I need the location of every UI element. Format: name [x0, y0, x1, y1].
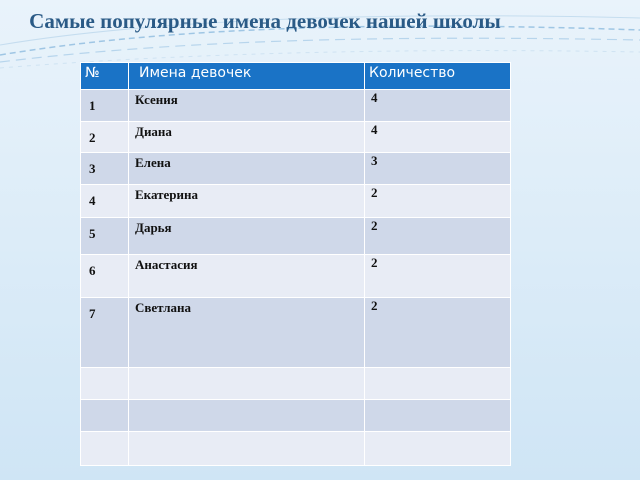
header-name: Имена девочек	[129, 63, 365, 90]
row-name: Елена	[129, 153, 365, 185]
table-row	[81, 122, 511, 153]
table-row	[81, 218, 511, 255]
row-name: Анастасия	[129, 255, 365, 298]
row-count	[365, 368, 511, 400]
table-row	[81, 185, 511, 218]
header-number: №	[81, 63, 129, 90]
row-count	[365, 432, 511, 466]
row-name	[129, 432, 365, 466]
table-header-row	[81, 63, 511, 90]
row-number: 1	[81, 90, 129, 122]
row-number: 7	[81, 298, 129, 368]
row-number: 2	[81, 122, 129, 153]
row-number	[81, 400, 129, 432]
row-count: 2	[365, 255, 511, 298]
table-row	[81, 90, 511, 122]
row-name: Екатерина	[129, 185, 365, 218]
row-name: Дарья	[129, 218, 365, 255]
popular-names-table	[80, 62, 511, 466]
row-number: 4	[81, 185, 129, 218]
row-count: 4	[365, 90, 511, 122]
row-count: 3	[365, 153, 511, 185]
row-number: 5	[81, 218, 129, 255]
row-count	[365, 400, 511, 432]
row-name	[129, 400, 365, 432]
header-count: Количество	[365, 63, 511, 90]
table-row	[81, 255, 511, 298]
row-count: 2	[365, 298, 511, 368]
row-name: Светлана	[129, 298, 365, 368]
row-count: 2	[365, 218, 511, 255]
row-count: 4	[365, 122, 511, 153]
row-number: 6	[81, 255, 129, 298]
table-row	[81, 432, 511, 466]
row-count: 2	[365, 185, 511, 218]
row-name: Ксения	[129, 90, 365, 122]
row-number: 3	[81, 153, 129, 185]
row-number	[81, 368, 129, 400]
row-name	[129, 368, 365, 400]
row-number	[81, 432, 129, 466]
slide-title: Самые популярные имена девочек нашей школы	[29, 9, 501, 33]
table-row	[81, 400, 511, 432]
table-row	[81, 368, 511, 400]
table-row	[81, 298, 511, 368]
row-name: Диана	[129, 122, 365, 153]
table-row	[81, 153, 511, 185]
